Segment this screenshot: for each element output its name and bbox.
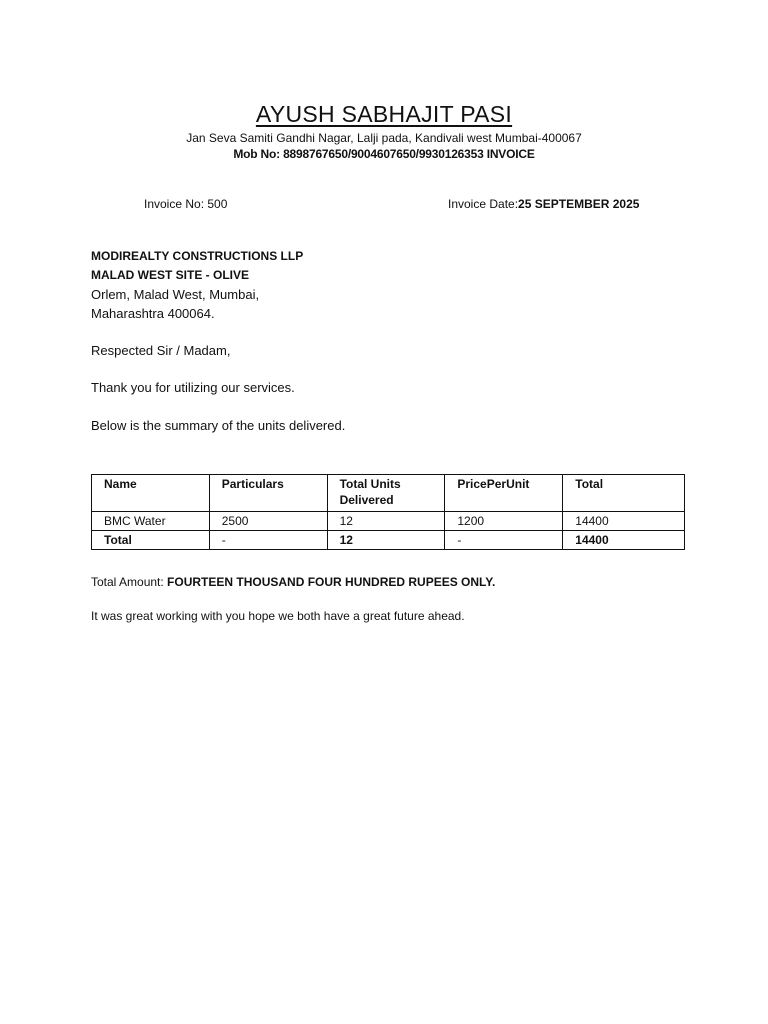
sender-mobile: Mob No: 8898767650/9004607650/9930126353 INVOICE — [233, 147, 535, 161]
header-price-per-unit: PricePerUnit — [445, 475, 563, 512]
total-amount-label: Total Amount: — [91, 575, 168, 589]
thanks-text: Thank you for utilizing our services. — [91, 380, 295, 395]
table-total-row — [92, 531, 685, 550]
units-summary-table — [91, 474, 685, 550]
total-amount-cell: 14400 — [563, 531, 685, 550]
summary-intro: Below is the summary of the units delivered. — [91, 418, 346, 433]
header-total-units: Total Units Delivered — [327, 475, 445, 512]
header-total: Total — [563, 475, 685, 512]
recipient-block — [91, 247, 303, 323]
header-name: Name — [92, 475, 210, 512]
cell-particulars: 2500 — [209, 512, 327, 531]
cell-total-units: 12 — [327, 512, 445, 531]
invoice-date — [448, 196, 639, 212]
total-particulars: - — [209, 531, 327, 550]
invoice-date-value: 25 SEPTEMBER 2025 — [518, 197, 640, 211]
total-amount-in-words — [91, 574, 495, 590]
sender-address: Jan Seva Samiti Gandhi Nagar, Lalji pada, Kandivali west Mumbai-400067 — [186, 131, 582, 145]
letterhead — [0, 100, 768, 162]
recipient-address-line1: Orlem, Malad West, Mumbai, — [91, 287, 260, 302]
recipient-address-line2: Maharashtra 400064. — [91, 306, 215, 321]
total-units: 12 — [327, 531, 445, 550]
recipient-site: MALAD WEST SITE - OLIVE — [91, 268, 249, 282]
sender-name: AYUSH SABHAJIT PASI — [255, 101, 513, 127]
cell-total: 14400 — [563, 512, 685, 531]
recipient-company: MODIREALTY CONSTRUCTIONS LLP — [91, 249, 304, 263]
total-price-per-unit: - — [445, 531, 563, 550]
table-header-row — [92, 475, 685, 512]
total-label: Total — [92, 531, 210, 550]
cell-name: BMC Water — [92, 512, 210, 531]
cell-price-per-unit: 1200 — [445, 512, 563, 531]
closing-text: It was great working with you hope we both have a great future ahead. — [91, 609, 465, 623]
header-particulars: Particulars — [209, 475, 327, 512]
invoice-number: Invoice No: 500 — [144, 197, 228, 211]
table-row — [92, 512, 685, 531]
greeting: Respected Sir / Madam, — [91, 343, 231, 358]
total-amount-value: FOURTEEN THOUSAND FOUR HUNDRED RUPEES ONLY. — [167, 575, 496, 589]
invoice-date-label: Invoice Date: — [448, 197, 519, 211]
